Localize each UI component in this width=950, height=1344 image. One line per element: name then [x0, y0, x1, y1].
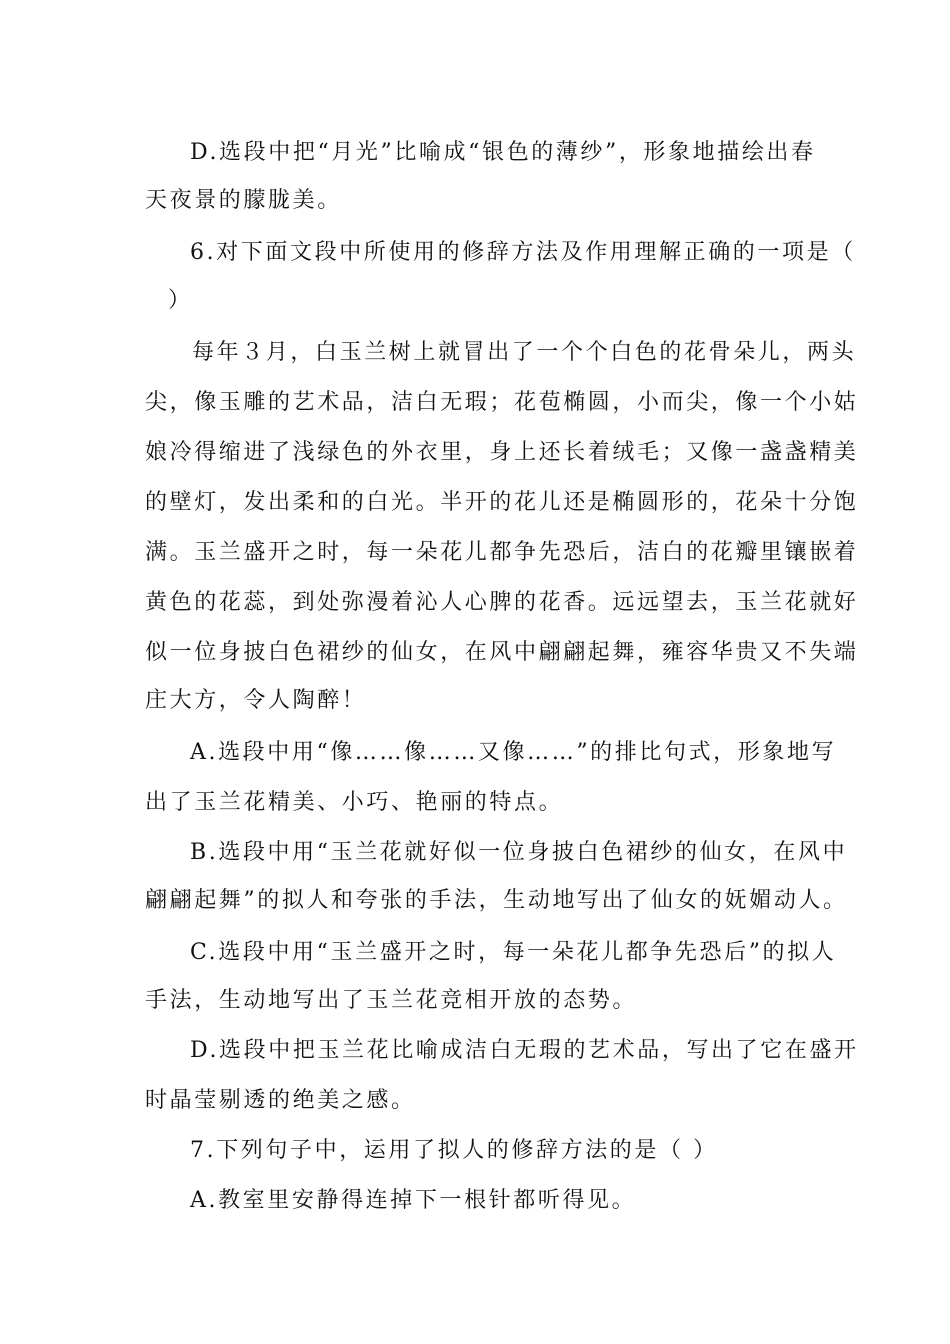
passage-line-5: 满。玉兰盛开之时，每一朵花儿都争先恐后，洁白的花瓣里镶嵌着 — [145, 540, 859, 565]
passage-line-3: 娘冷得缩进了浅绿色的外衣里，身上还长着绒毛；又像一盏盏精美 — [145, 440, 859, 465]
option-c-line-1: C.选段中用“玉兰盛开之时，每一朵花儿都争先恐后”的拟人 — [190, 940, 837, 965]
option-a-line-1: A.选段中用“像……像……又像……”的排比句式，形象地写 — [190, 740, 837, 765]
passage-line-8: 庄大方，令人陶醉！ — [145, 688, 367, 713]
option-c-line-2: 手法，生动地写出了玉兰花竞相开放的态势。 — [145, 988, 638, 1013]
option-d2-line-2: 时晶莹剔透的绝美之感。 — [145, 1088, 416, 1113]
question-6-line-2: ） — [168, 288, 193, 313]
passage-line-7: 似一位身披白色裙纱的仙女，在风中翩翩起舞，雍容华贵又不失端 — [145, 640, 859, 665]
option-d2-line-1: D.选段中把玉兰花比喻成洁白无瑕的艺术品，写出了它在盛开 — [190, 1038, 859, 1063]
passage-line-4: 的壁灯，发出柔和的白光。半开的花儿还是椭圆形的，花朵十分饱 — [145, 490, 859, 515]
passage-line-1: 每年３月，白玉兰树上就冒出了一个个白色的花骨朵儿，两头 — [192, 340, 857, 365]
question-7-option-a: A.教室里安静得连掉下一根针都听得见。 — [190, 1188, 637, 1213]
passage-line-6: 黄色的花蕊，到处弥漫着沁人心脾的花香。远远望去，玉兰花就好 — [145, 590, 859, 615]
option-b-line-1: B.选段中用“玉兰花就好似一位身披白色裙纱的仙女，在风中 — [190, 840, 848, 865]
option-d-line-2: 天夜景的朦胧美。 — [145, 188, 342, 213]
option-d-line-1: D.选段中把“月光”比喻成“银色的薄纱”，形象地描绘出春 — [190, 140, 816, 165]
question-7-line: 7.下列句子中，运用了拟人的修辞方法的是（ ） — [190, 1138, 718, 1163]
passage-line-2: 尖，像玉雕的艺术品，洁白无瑕；花苞椭圆，小而尖，像一个小姑 — [145, 390, 859, 415]
option-b-line-2: 翩翩起舞”的拟人和夸张的手法，生动地写出了仙女的妩媚动人。 — [145, 888, 848, 913]
option-a-line-2: 出了玉兰花精美、小巧、艳丽的特点。 — [145, 790, 564, 815]
question-6-line-1: 6.对下面文段中所使用的修辞方法及作用理解正确的一项是（ — [190, 240, 856, 265]
